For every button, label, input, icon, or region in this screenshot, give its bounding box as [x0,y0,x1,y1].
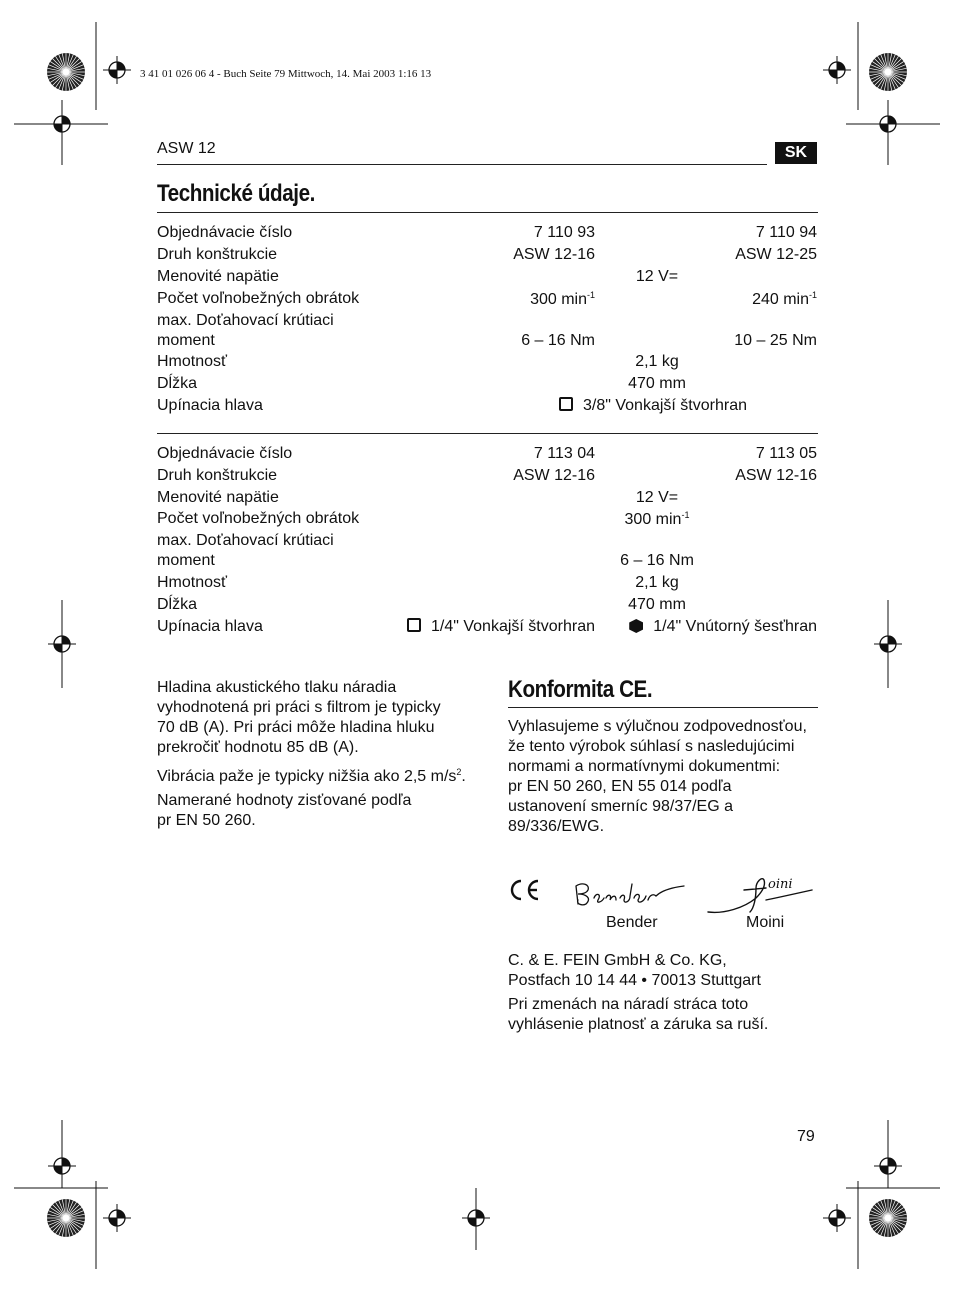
table-row [157,397,817,419]
table-row [157,552,817,574]
text-line: prekročiť hodnotu 85 dB (A). [157,739,359,756]
row-label: Menovité napätie [157,489,279,506]
ce-title-rule [508,707,818,708]
cell-value: ASW 12-16 [735,467,817,484]
square-drive-icon [407,618,421,632]
table-row [157,332,817,354]
text-line: pr EN 50 260, EN 55 014 podľa [508,778,732,795]
cell-value: ASW 12-16 [513,246,595,263]
rpm-exponent: -1 [586,290,595,300]
text-line: Vyhlasujeme s výlučnou zodpovednosťou, [508,718,807,735]
text-line: že tento výrobok súhlasí s nasledujúcimi [508,738,795,755]
cell-value [752,290,817,309]
text-line: C. & E. FEIN GmbH & Co. KG, [508,952,727,969]
cell-value: 6 – 16 Nm [521,332,595,349]
cell-value: ASW 12-16 [513,467,595,484]
row-label: Dĺžka [157,375,198,392]
row-label: Druh konštrukcie [157,467,278,484]
row-label: max. Doťahovací krútiaci [157,312,334,329]
text-line: 89/336/EWG. [508,818,605,835]
hex-socket-icon [629,619,643,633]
ce-declaration [508,717,828,837]
noise-paragraph [157,678,477,758]
cell-value: 2,1 kg [635,353,679,370]
text-line: Postfach 10 14 44 • 70013 Stuttgart [508,972,761,989]
table-row [157,224,817,246]
cell-value [467,510,847,529]
text-line: Hladina akustického tlaku náradia [157,679,397,696]
cell-value: 470 mm [628,596,686,613]
square-drive-icon [559,397,573,411]
cell-value: 1/4" Vnútorný šesťhran [629,618,817,636]
table-row [157,467,817,489]
text-line: . [461,768,466,785]
cell-value: 470 mm [628,375,686,392]
table-row [157,618,817,640]
cell-value: 10 – 25 Nm [734,332,817,349]
table-row [157,489,817,511]
cell-value: 7 113 05 [755,445,817,462]
header-rule [157,164,767,165]
text-line: ustanovení smerníc 98/37/EG a [508,798,734,815]
row-label: Počet voľnobežných obrátok [157,290,360,307]
rpm-value: 240 min [752,291,809,308]
ce-title: Konformita CE. [508,676,653,703]
cell-value: 6 – 16 Nm [620,552,694,569]
row-label: Upínacia hlava [157,397,263,414]
table-row [157,510,817,532]
unit-exponent: 2 [456,767,462,777]
vibration-paragraph [157,762,477,787]
text-line: vyhodnotená pri práci s filtrom je typicky [157,699,441,716]
manufacturer-address [508,951,828,1035]
row-label: Počet voľnobežných obrátok [157,510,360,527]
row-label: moment [157,332,215,349]
ce-mark-icon [507,878,541,902]
page-number: 79 [797,1128,815,1145]
table-row [157,312,817,334]
table-row [157,445,817,467]
row-label: Druh konštrukcie [157,246,278,263]
print-header: 3 41 01 026 06 4 - Buch Seite 79 Mittwoch, 14. Mai 2003 1:16 13 [140,68,432,80]
table-row [157,268,817,290]
text-line: 70 dB (A). Pri práci môže hladina hluku [157,719,435,736]
text-line: pr EN 50 260. [157,812,256,829]
cell-value: 1/4" Vonkajší štvorhran [407,618,595,636]
row-label: Dĺžka [157,596,198,613]
text-line: vyhlásenie platnosť a záruka sa ruší. [508,1016,769,1033]
row-label: Hmotnosť [157,353,228,370]
text-line: Pri zmenách na náradí stráca toto [508,996,749,1013]
rpm-exponent: -1 [808,290,817,300]
table-row [157,246,817,268]
text-line: Namerané hodnoty zisťované podľa [157,792,412,809]
cell-value: 7 110 94 [755,224,817,241]
cell-value: 2,1 kg [635,574,679,591]
table-separator [157,433,818,434]
signature-bender [572,878,690,910]
cell-value: 7 113 04 [533,445,595,462]
row-label: Hmotnosť [157,574,228,591]
text-line: normami a normatívnymi dokumentmi: [508,758,781,775]
signer-bender: Bender [606,914,658,931]
model-name: ASW 12 [157,140,216,157]
rpm-value: 300 min [530,291,587,308]
cell-value: 12 V= [635,268,679,285]
cell-value [530,290,595,309]
row-label: Objednávacie číslo [157,224,293,241]
cell-value: 3/8" Vonkajší štvorhran [559,397,747,415]
measurement-paragraph [157,791,477,831]
validity-paragraph [508,995,828,1035]
table-row [157,532,817,554]
rpm-exponent: -1 [681,510,690,520]
row-label: Objednávacie číslo [157,445,293,462]
cell-value: ASW 12-25 [735,246,817,263]
rpm-value: 300 min [624,511,682,528]
signature-moini [704,874,816,918]
table-row [157,596,817,618]
tech-title: Technické údaje. [157,180,315,207]
table-row [157,353,817,375]
table-row [157,290,817,312]
table-row [157,574,817,596]
row-label: Menovité napätie [157,268,279,285]
table-row [157,375,817,397]
signer-moini: Moini [746,914,785,931]
address-paragraph [508,951,828,991]
text-line: Vibrácia paže je typicky nižšia ako 2,5 m/s [157,768,457,785]
row-label: Upínacia hlava [157,618,263,635]
declaration-paragraph [508,717,828,837]
noise-info [157,678,477,831]
tech-title-rule [157,212,818,213]
cell-value: 12 V= [635,489,679,506]
signature-script: oini [768,877,793,892]
row-label: moment [157,552,215,569]
row-label: max. Doťahovací krútiaci [157,532,334,549]
language-badge: SK [775,142,817,164]
cell-value: 7 110 93 [533,224,595,241]
